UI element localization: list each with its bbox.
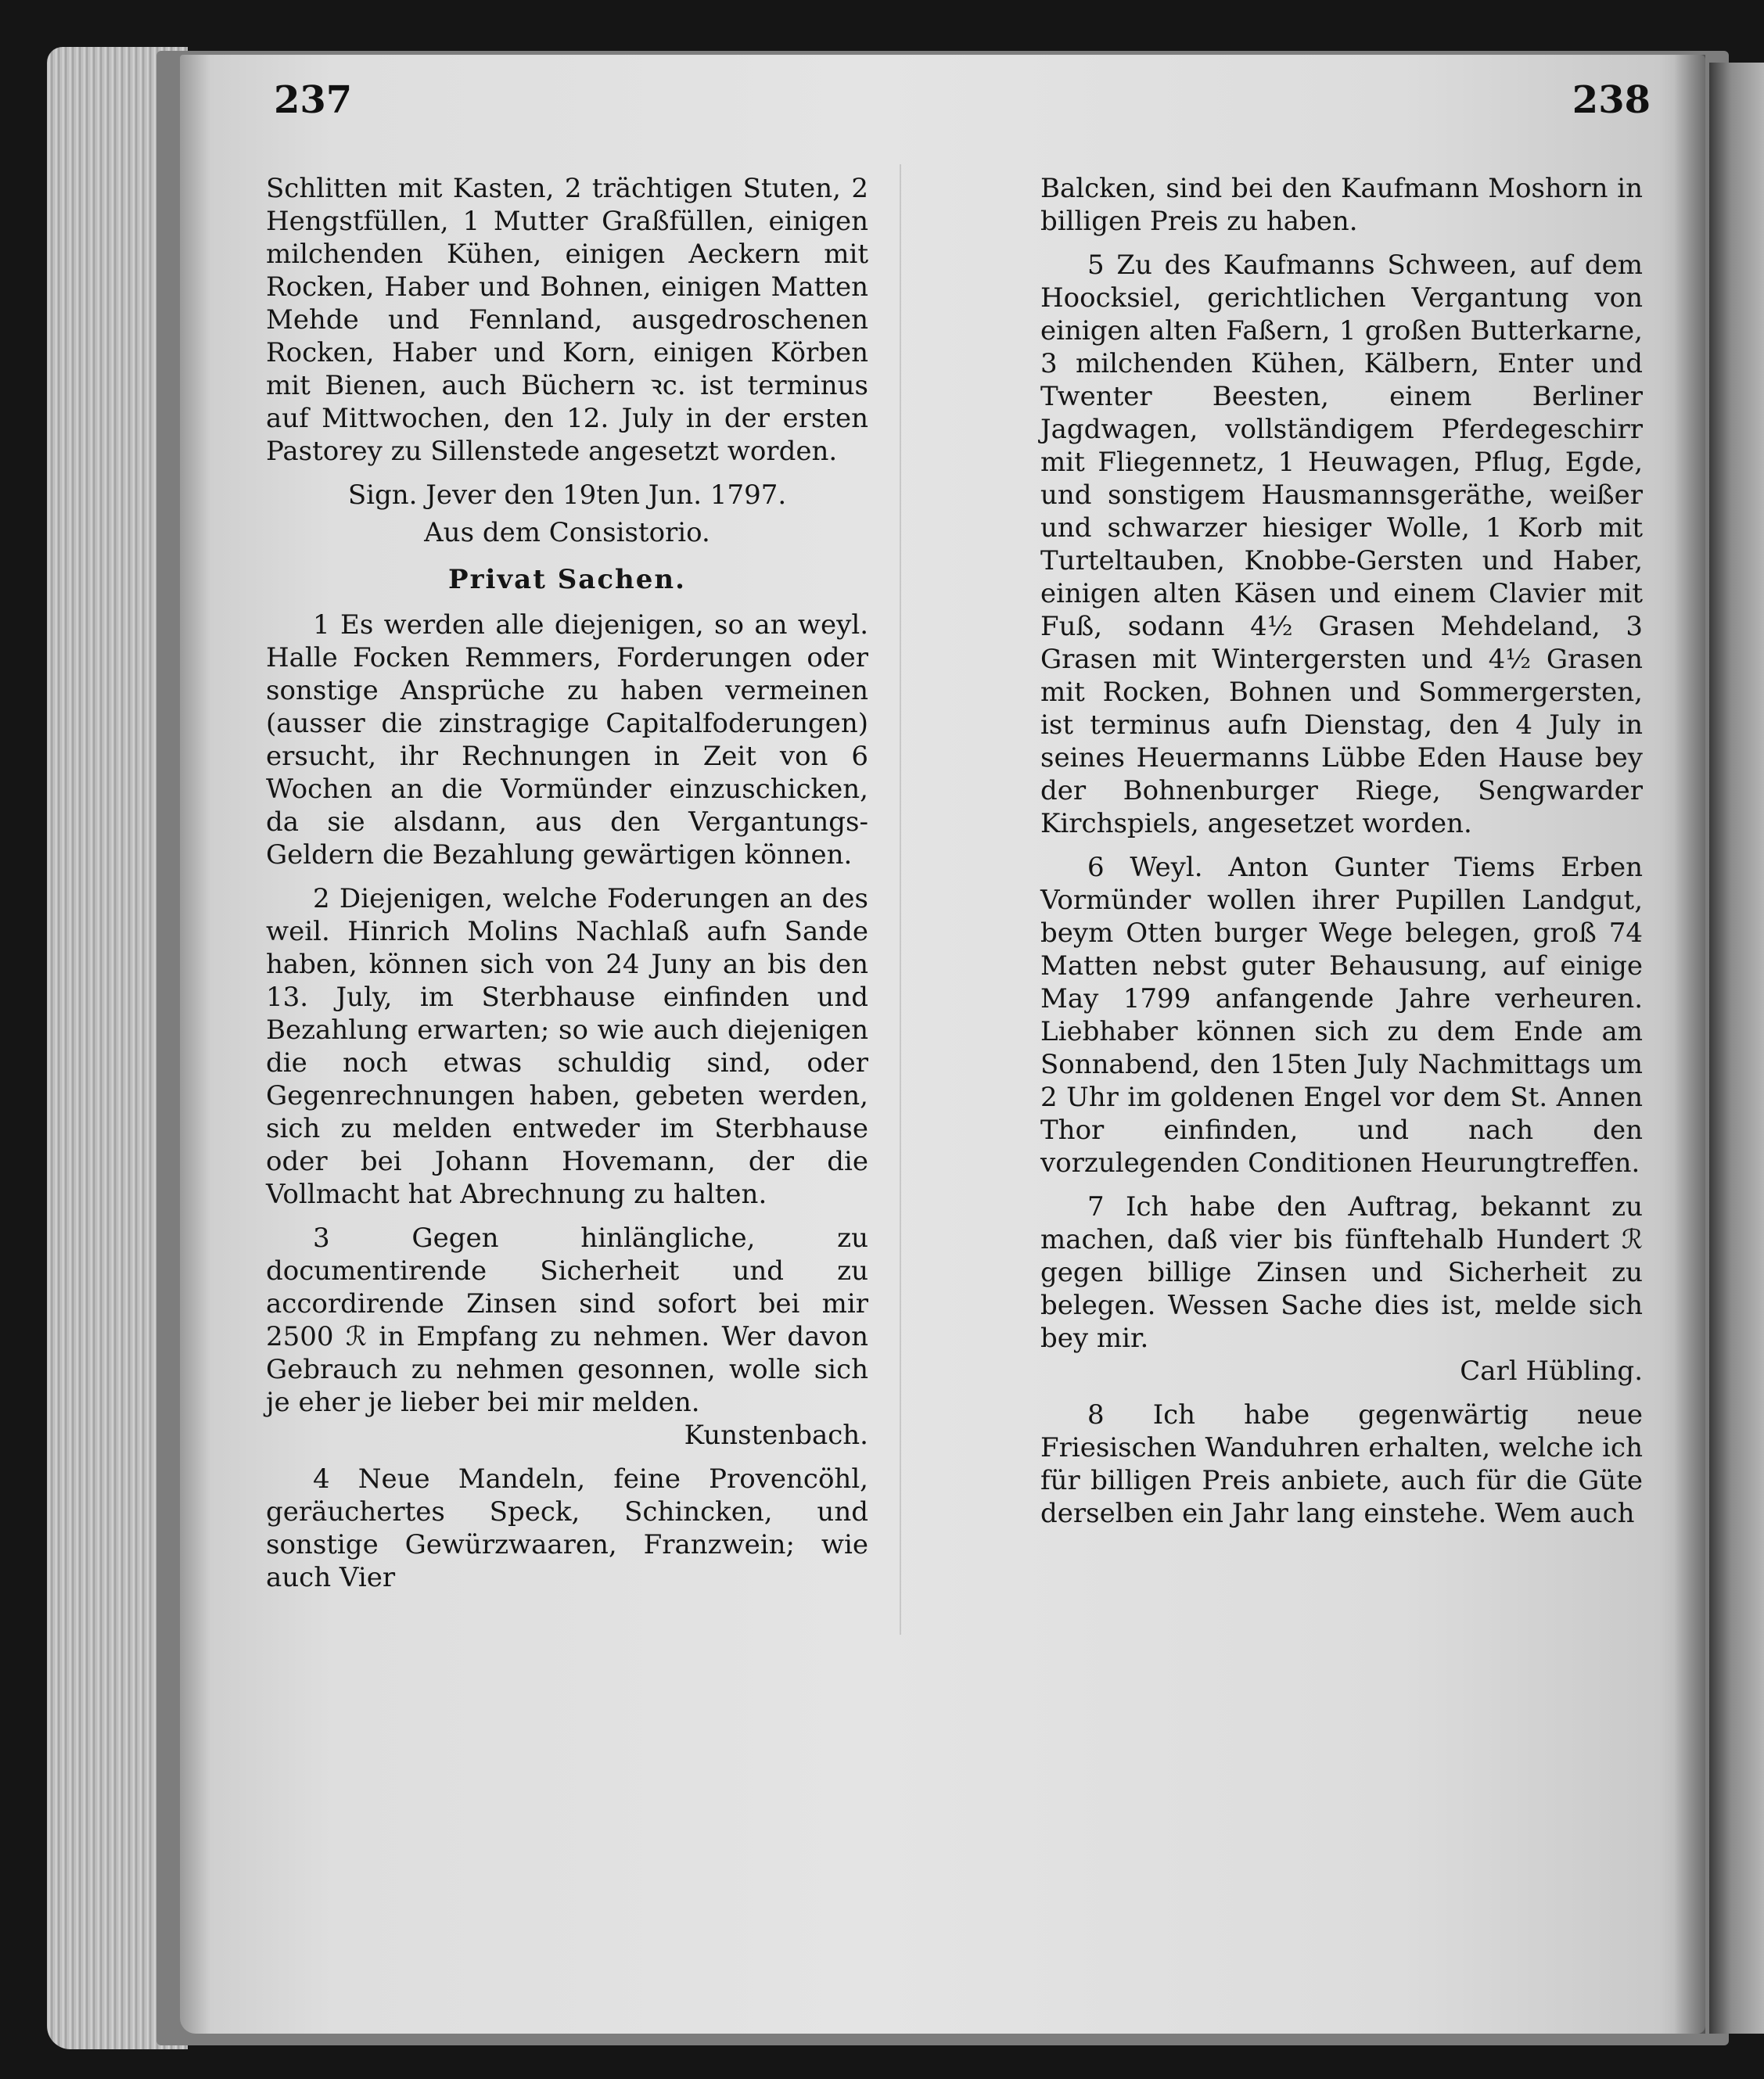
page-number-left: 237 (274, 78, 353, 122)
right-column (1040, 172, 1643, 1541)
left-column (266, 172, 868, 1605)
notice-3 (266, 1222, 868, 1452)
running-head (258, 78, 1651, 133)
notice-4: 4 Neue Mandeln, feine Provencöhl, geräuchertes Speck, Schincken, und sonstige Gewürzwaaren, Franzwein; wie auch Vier (266, 1463, 868, 1593)
notice-8: 8 Ich habe gegenwärtig neue Friesischen Wanduhren erhalten, welche ich für billigen Preis anbiete, auch für die Güte derselben ein Jahr lang einstehe. Wem auch (1040, 1399, 1643, 1529)
document-page (180, 55, 1705, 2034)
notice-2: 2 Diejenigen, welche Foderungen an des weil. Hinrich Molins Nachlaß aufn Sande haben, können sich von 24 Juny an bis den 13. July, im Sterbhause einfinden und Bezahlung erwarten; so wie auch diejenigen die noch etwas schuldig sind, oder Gegenrechnungen haben, gebeten werden, sich zu melden entweder im Sterbhause oder bei Johann Hovemann, der die Vollmacht hat Abrechnung zu halten. (266, 883, 868, 1210)
notice-1: 1 Es werden alle diejenigen, so an weyl. Halle Focken Remmers, Forderungen oder sonstige Ansprüche zu haben vermeinen (ausser die zinstragige Capitalfoderungen) ersucht, ihr Rechnungen in Zeit von 6 Wochen an die Vormünder einzuschicken, da sie alsdann, aus den Vergantungs-Geldern die Bezahlung gewärtigen können. (266, 609, 868, 871)
notice-7-signer: Carl Hübling. (1460, 1355, 1643, 1387)
signature-line: Sign. Jever den 19ten Jun. 1797. (347, 479, 787, 511)
notice-6: 6 Weyl. Anton Gunter Tiems Erben Vormünder wollen ihrer Pupillen Landgut, beym Otten burger Wege belegen, groß 74 Matten nebst guter Behausung, auf einige May 1799 anfangende Jahre verheuren. Liebhaber können sich zu dem Ende am Sonnabend, den 15ten July Nachmittags um 2 Uhr im goldenen Engel vor dem St. Annen Thor einfinden, und nach den vorzulegenden Conditionen Heurungtreffen. (1040, 852, 1643, 1179)
notice-7 (1040, 1190, 1643, 1388)
column-divider (900, 164, 901, 1635)
notice-3-text: 3 Gegen hinlängliche, zu documentirende Sicherheit und zu accordirende Zinsen sind sofort bei mir 2500 ℛ in Empfang zu nehmen. Wer davon Gebrauch zu nehmen gesonnen, wolle sich je eher je lieber bei mir melden. (266, 1223, 868, 1418)
facing-page-edge (1709, 63, 1764, 2034)
section-heading: Privat Sachen. (448, 564, 686, 595)
page-number-right: 238 (1572, 78, 1651, 122)
gutter-shadow (1674, 55, 1705, 2034)
signature-authority: Aus dem Consistorio. (424, 517, 710, 548)
notice-continued: Schlitten mit Kasten, 2 trächtigen Stuten, 2 Hengstfüllen, 1 Mutter Graßfüllen, einigen milchenden Kühen, einigen Aeckern mit Rocken, Haber und Bohnen, einigen Matten Mehde und Fennland, ausgedroschenen Rocken, Haber und Korn, einigen Körben mit Bienen, auch Büchern ꝛc. ist terminus auf Mittwochen, den 12. July in der ersten Pastorey zu Sillenstede angesetzt worden. (266, 173, 868, 467)
notice-7-text: 7 Ich habe den Auftrag, bekannt zu machen, daß vier bis fünftehalb Hundert ℛ gegen billige Zinsen und Sicherheit zu belegen. Wessen Sache dies ist, melde sich bey mir. (1040, 1191, 1643, 1354)
notice-5: 5 Zu des Kaufmanns Schween, auf dem Hoocksiel, gerichtlichen Vergantung von einigen alten Faßern, 1 großen Butterkarne, 3 milchenden Kühen, Kälbern, Enter und Twenter Beesten, einem Berliner Jagdwagen, vollständigem Pferdegeschirr mit Fliegennetz, 1 Heuwagen, Pflug, Egde, und sonstigem Hausmannsgeräthe, weißer und schwarzer hiesiger Wolle, 1 Korb mit Turteltauben, Knobbe-Gersten und Haber, einigen alten Käsen und einem Clavier mit Fuß, sodann 4½ Grasen Mehdeland, 3 Grasen mit Wintergersten und 4½ Grasen mit Rocken, Bohnen und Sommergersten, ist terminus aufn Dienstag, den 4 July in seines Heuermanns Lübbe Eden Hause bey der Bohnenburger Riege, Sengwarder Kirchspiels, angesetzet worden. (1040, 250, 1643, 839)
notice-4-continued: Balcken, sind bei den Kaufmann Moshorn in billigen Preis zu haben. (1040, 173, 1643, 237)
notice-3-signer: Kunstenbach. (684, 1420, 868, 1451)
